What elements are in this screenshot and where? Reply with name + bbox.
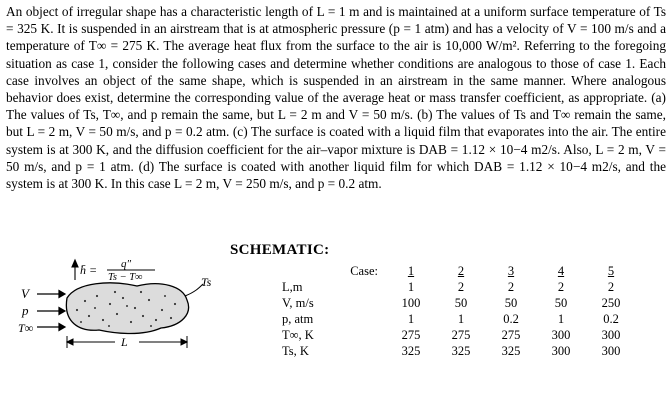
table-cell: 325 — [451, 344, 471, 358]
table-cell: 2 — [457, 280, 465, 294]
table-cell: 2 — [607, 280, 615, 294]
table-cell: 300 — [601, 344, 621, 358]
schematic-sketch — [15, 256, 225, 356]
table-row — [282, 327, 636, 343]
table-cell: 275 — [401, 328, 421, 342]
length-label: L — [121, 335, 128, 349]
h-denominator: Ts − T∞ — [108, 272, 143, 283]
row-label: V, m/s — [282, 296, 314, 310]
table-cell: 300 — [601, 328, 621, 342]
table-cell: 0.2 — [503, 312, 519, 326]
h-numerator: q″ — [121, 258, 132, 270]
irregular-object — [66, 283, 188, 334]
tinf-label: T∞ — [18, 321, 34, 335]
table-cell: 2 — [557, 280, 565, 294]
table-cell: 1 — [407, 312, 415, 326]
table-cell: 325 — [501, 344, 521, 358]
h-eq-lhs: h̄ = — [80, 263, 98, 277]
p-label: p — [22, 303, 29, 318]
table-cell: 50 — [554, 296, 568, 310]
table-cell: 2 — [507, 280, 515, 294]
table-cell: 300 — [551, 344, 571, 358]
table-cell: 1 — [407, 280, 415, 294]
table-cell: 50 — [454, 296, 468, 310]
table-cell: 50 — [504, 296, 518, 310]
case-table — [282, 263, 636, 359]
case-number: 4 — [557, 264, 565, 278]
table-cell: 0.2 — [603, 312, 619, 326]
case-number: 2 — [457, 264, 465, 278]
row-label: T∞, K — [282, 328, 314, 342]
ts-label: Ts — [201, 275, 212, 289]
case-number: 5 — [607, 264, 615, 278]
schematic-title: SCHEMATIC: — [230, 242, 330, 258]
table-cell: 300 — [551, 328, 571, 342]
table-header-row — [282, 263, 636, 279]
table-cell: 1 — [457, 312, 465, 326]
case-number: 1 — [407, 264, 415, 278]
table-cell: 1 — [557, 312, 565, 326]
row-label: L,m — [282, 280, 303, 294]
case-label: Case: — [350, 264, 378, 278]
table-cell: 325 — [401, 344, 421, 358]
problem-statement: An object of irregular shape has a characteristic length of L = 1 m and is maintained at a uniform surface temperature of Ts = 325 K. It is suspended in an airstream that is at atmospheric pressure (p = 1 atm) and has a velocity of V = 100 m/s and a temperature of T∞ = 275 K. The average heat flux from the surface to the air is 10,000 W/m². Referring to the foregoing situation as case 1, consider the following cases and determine whether conditions are analogous to those of case 1. Each case involves an object of the same shape, which is suspended in an airstream in the same manner. Where analogous behavior does exist, determine the corresponding value of the average heat or mass transfer coefficient, as appropriate. (a) The values of Ts, T∞, and p remain the same, but L = 2 m and V = 50 m/s. (b) The values of Ts and T∞ remain the same, but L = 2 m, V = 50 m/s, and p = 0.2 atm. (c) The surface is coated with a liquid film that evaporates into the air. The entire system is at 300 K, and the diffusion coefficient for the air–vapor mixture is DAB = 1.12 × 10−4 m2/s. Also, L = 2 m, V = 50 m/s, and p = 1 atm. (d) The surface is coated with another liquid film for which DAB = 1.12 × 10−4 m2/s, and the system is at 300 K. In this case L = 2 m, V = 250 m/s, and p = 0.2 atm. — [6, 4, 666, 192]
table-row — [282, 311, 636, 327]
table-cell: 100 — [401, 296, 421, 310]
table-row — [282, 343, 636, 359]
row-label: p, atm — [282, 312, 314, 326]
table-row — [282, 279, 636, 295]
row-label: Ts, K — [282, 344, 309, 358]
table-row — [282, 295, 636, 311]
case-number: 3 — [507, 264, 515, 278]
table-cell: 275 — [451, 328, 471, 342]
table-cell: 250 — [601, 296, 621, 310]
v-label: V — [21, 286, 29, 301]
table-cell: 275 — [501, 328, 521, 342]
